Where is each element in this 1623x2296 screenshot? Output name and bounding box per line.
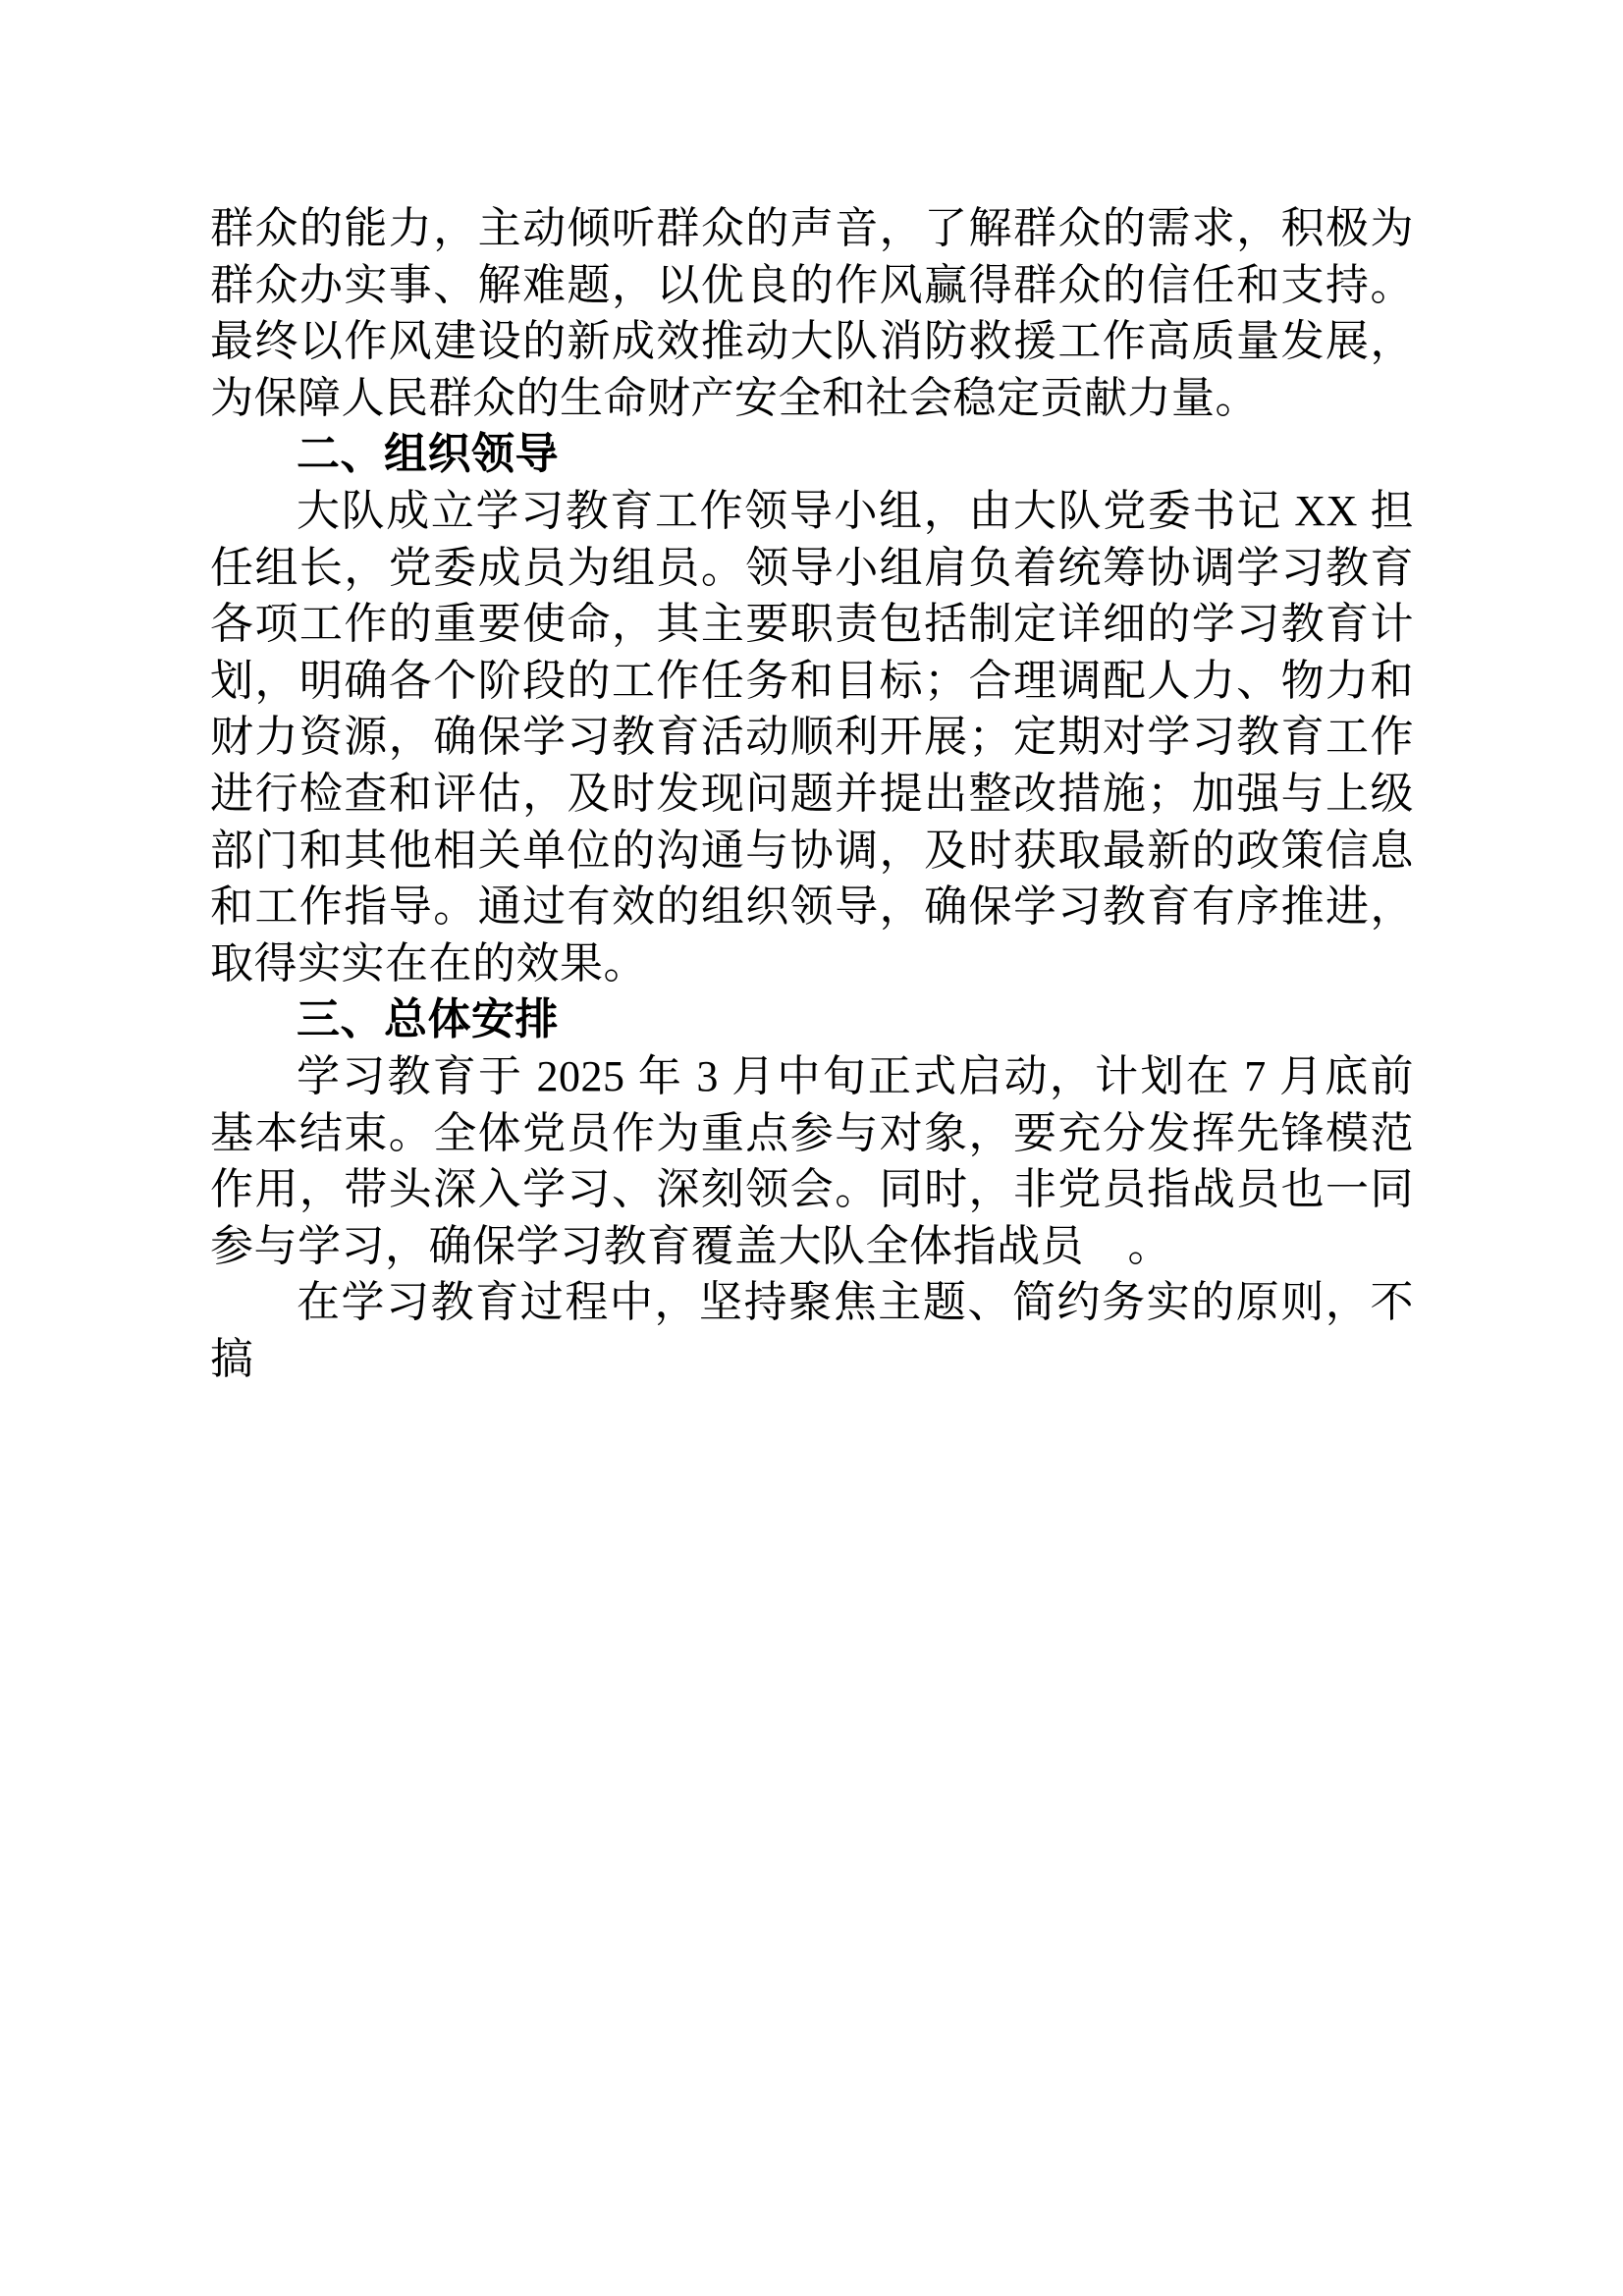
- heading-section-3-overall-arrangement: 三、总体安排: [297, 995, 559, 1044]
- paragraph-schedule: 学习教育于 2025 年 3 月中旬正式启动，计划在 7 月底前基本结束。全体党员作为重点参与对象，要充分发挥先锋模范作用，带头深入学习、深刻领会。同时，非党员指战员也一同参与学习，确保学习教育覆盖大队全体指战员 。: [210, 1051, 1414, 1270]
- paragraph-principles-partial: 在学习教育过程中，坚持聚焦主题、简约务实的原则，不搞: [210, 1278, 1414, 1383]
- document-body: [210, 200, 1414, 1387]
- paragraph-leadership-group: 大队成立学习教育工作领导小组，由大队党委书记 XX 担任组长，党委成员为组员。领导小组肩负着统筹协调学习教育各项工作的重要使命，其主要职责包括制定详细的学习教育计划，明确各个阶段的工作任务和目标；合理调配人力、物力和财力资源，确保学习教育活动顺利开展；定期对学习教育工作进行检查和评估，及时发现问题并提出整改措施；加强与上级部门和其他相关单位的沟通与协调，及时获取最新的政策信息和工作指导。通过有效的组织领导，确保学习教育有序推进，取得实实在在的效果。: [210, 486, 1414, 988]
- paragraph-work-style-continuation: 群众的能力，主动倾听群众的声音，了解群众的需求，积极为群众办实事、解难题，以优良的作风赢得群众的信任和支持。最终以作风建设的新成效推动大队消防救援工作高质量发展，为保障人民群众的生命财产安全和社会稳定贡献力量。: [210, 204, 1414, 422]
- heading-section-2-organization-leadership: 二、组织领导: [297, 430, 559, 479]
